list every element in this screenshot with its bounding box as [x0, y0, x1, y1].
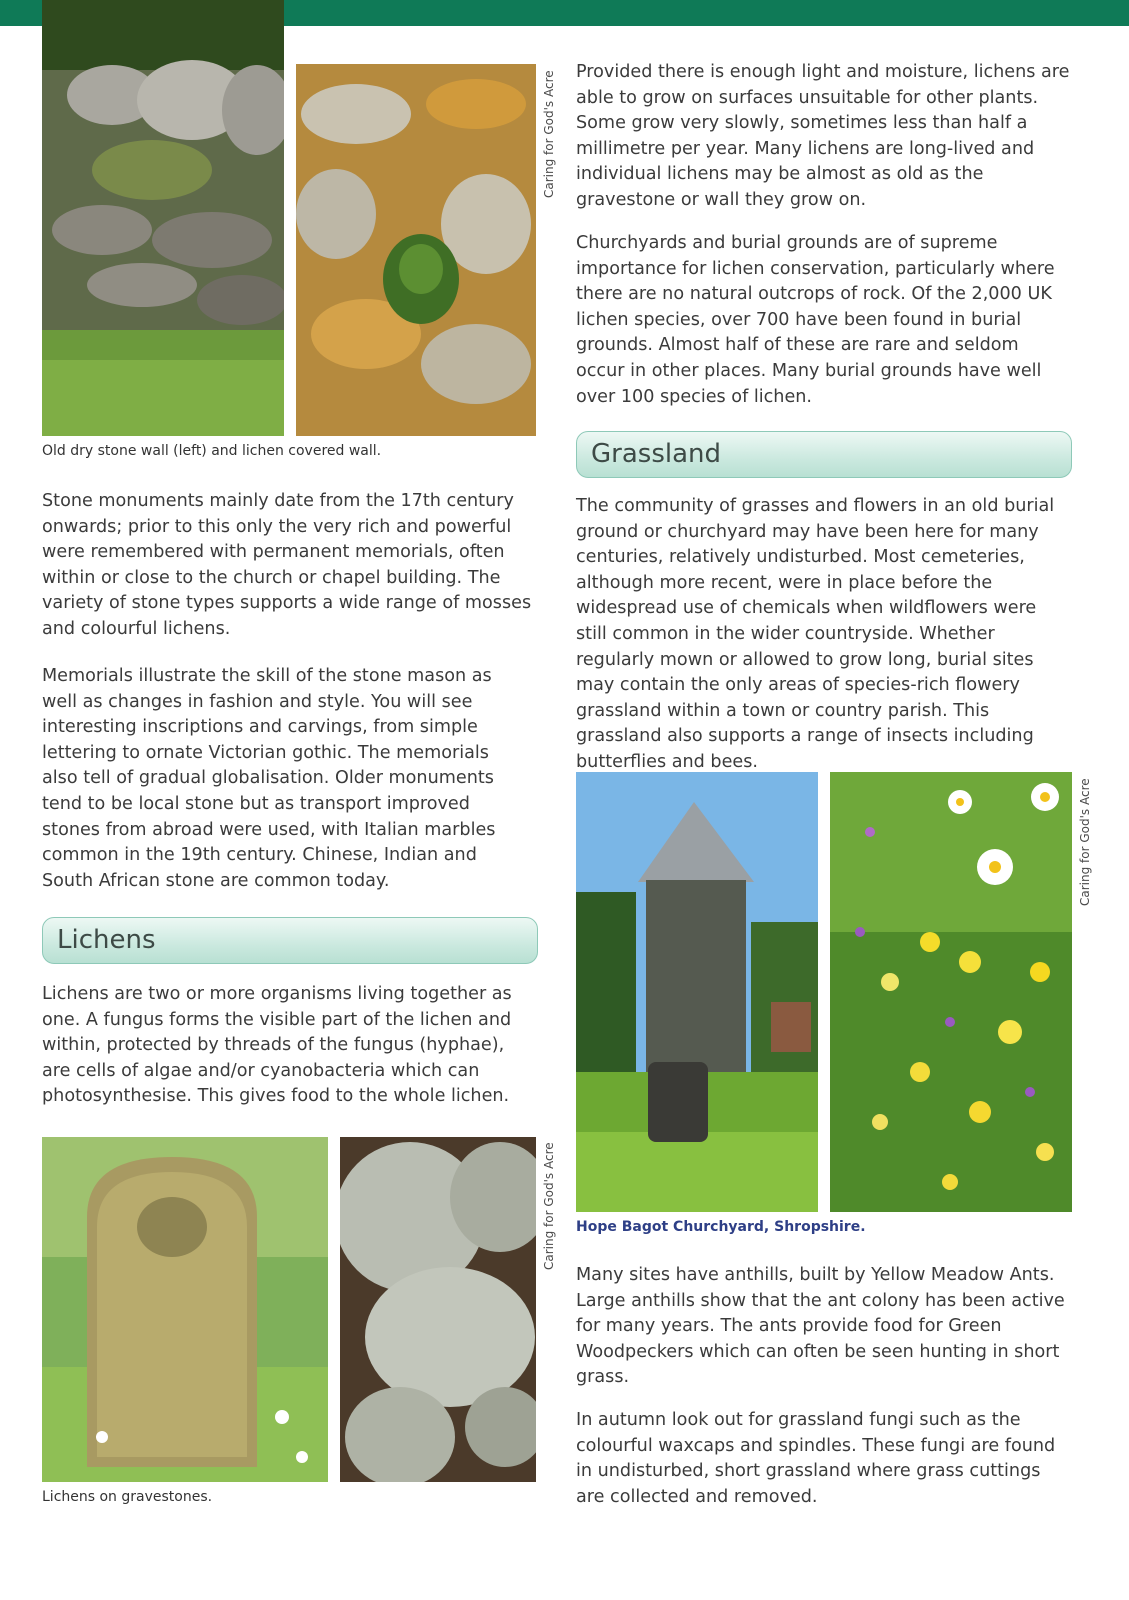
stone-monuments-paragraph: Stone monuments mainly date from the 17th century onwards; prior to this only the very rich and powerful were remembered with permanent memorials, often within or close to the church or chapel building. The variety of stone types supports a wide range of mosses and colourful lichens.: [42, 491, 532, 639]
wildflower-meadow-photo: [830, 772, 1072, 1212]
photo-credit-top: Caring for God's Acre: [542, 70, 556, 198]
lichens-paragraph: Lichens are two or more organisms living together as one. A fungus forms the visible part of the lichen and within, protected by threads of the fungus (hyphae), are cells of algae and/or cyanobacteria which can photosynthesise. This gives food to the whole lichen.: [42, 984, 512, 1107]
lichen-closeup-photo: [340, 1137, 536, 1482]
churchyard-caption: Hope Bagot Churchyard, Shropshire.: [576, 1219, 866, 1235]
fungi-paragraph: In autumn look out for grassland fungi such as the colourful waxcaps and spindles. These fungi are found in undisturbed, short grassland where grass cuttings are collected and removed.: [576, 1410, 1056, 1507]
grassland-heading: Grassland: [576, 431, 1072, 478]
photo-credit-right: Caring for God's Acre: [1078, 778, 1092, 906]
lichen-covered-wall-photo: [296, 64, 536, 436]
memorials-paragraph: Memorials illustrate the skill of the stone mason as well as changes in fashion and style. You will see interesting inscriptions and carvings, from simple lettering to ornate Victorian gothic. The memorials also tell of gradual globalisation. Older monuments tend to be local stone but as transport improved stones from abroad were used, with Italian marbles common in the 19th century. Chinese, Indian and South African stone are common today.: [42, 666, 496, 891]
lichens-heading: Lichens: [42, 917, 538, 964]
light-moisture-paragraph: Provided there is enough light and moisture, lichens are able to grow on surfaces unsuitable for other plants. Some grow very slowly, sometimes less than half a millimetre per year. Many lichens are long-lived and individual lichens may be almost as old as the gravestone or wall they grow on.: [576, 62, 1070, 210]
grassland-paragraph: The community of grasses and flowers in an old burial ground or churchyard may have been here for many centuries, relatively undisturbed. Most cemeteries, although more recent, were in place before the widespread use of chemicals when wildflowers were still common in the wider countryside. Whether regularly mown or allowed to grow long, burial sites may contain the only areas of species-rich flowery grassland within a town or country parish. This grassland also supports a range of insects including butterflies and bees.: [576, 496, 1055, 772]
lichen-gravestone-photo: [42, 1137, 328, 1482]
dry-stone-wall-photo: [42, 0, 284, 436]
hope-bagot-church-photo: [576, 772, 818, 1212]
walls-caption: Old dry stone wall (left) and lichen covered wall.: [42, 443, 382, 459]
photo-credit-middle: Caring for God's Acre: [542, 1142, 556, 1270]
gravestones-caption: Lichens on gravestones.: [42, 1489, 213, 1505]
churchyards-paragraph: Churchyards and burial grounds are of supreme importance for lichen conservation, particularly where there are no natural outcrops of rock. Of the 2,000 UK lichen species, over 700 have been found in burial grounds. Almost half of these are rare and seldom occur in other places. Many burial grounds have well over 100 species of lichen.: [576, 233, 1055, 407]
anthills-paragraph: Many sites have anthills, built by Yellow Meadow Ants. Large anthills show that the ant colony has been active for many years. The ants provide food for Green Woodpeckers which can often be seen hunting in short grass.: [576, 1265, 1065, 1388]
